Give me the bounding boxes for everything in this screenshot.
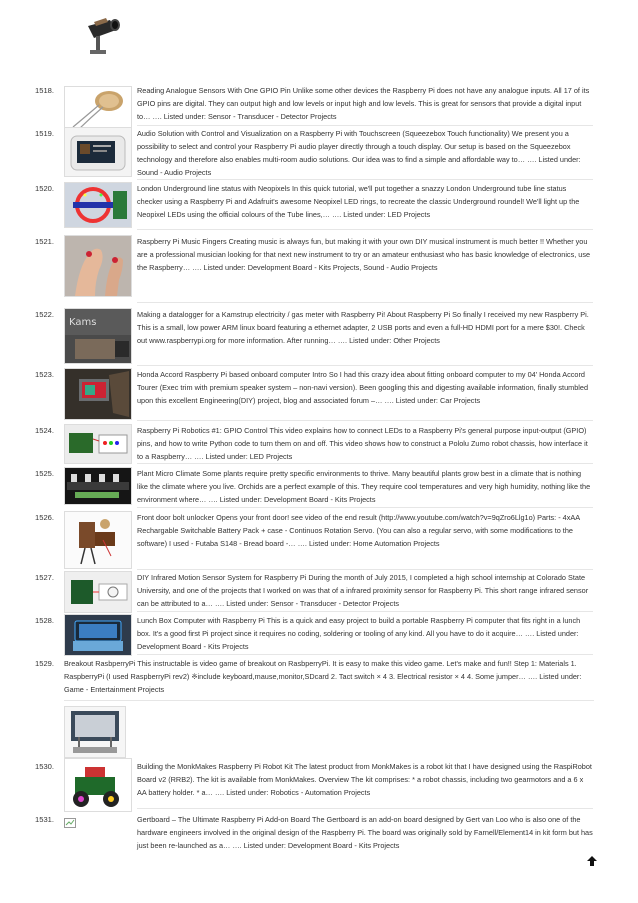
- entry-text[interactable]: Raspberry Pi Robotics #1: GPIO Control This video explains how to connect LEDs to a Raspberry Pi's general purpose input-output (GPIO) pins, and how to write Python code to turn them on and off. This video shows how to construct a Pololu Zumo robot chassis, how interface it to a Raspberry… …. Listed under: LED Projects: [137, 426, 588, 461]
- entry-text[interactable]: Plant Micro Climate Some plants require pretty specific environments to thrive. Many beautiful plants grow best in a climate that is nothing like the climate where you live. Orchids are a perfect example of this. They require cool temperatures and very high humidity, nothing like the environment where… …. Listed under: Development Board - Kits Projects: [137, 469, 591, 504]
- entry-text[interactable]: Front door bolt unlocker Opens your front door! see video of the end result (http://www.youtube.com/watch?v=9qZro6Llg1o) Parts: - 4xAA Rechargable Switchable Battery Pack + case - Continuos Rotation Servo. (You can also a regular servo, with some modifications to the software) I used - Futaba S148 - Bread board -… …. Listed under: Home Automation Projects: [137, 513, 580, 548]
- divider: [137, 302, 593, 303]
- entry-number: 1529.: [35, 659, 55, 668]
- divider: [137, 125, 593, 126]
- entry-text[interactable]: Raspberry Pi Music Fingers Creating music is always fun, but making it with your own DIY musical instrument is much better !! Whether you are a professional musician looking for that next new instrument to try or an amateur enthusiast who has basic knowledge of electronics, use the Raspberry… …. Listed under: Development Board - Kits Projects, Sound - Audio Projects: [137, 237, 591, 272]
- entry-number: 1527.: [35, 573, 55, 582]
- divider: [137, 569, 593, 570]
- entry-thumbnail[interactable]: [64, 614, 132, 656]
- entry-text[interactable]: Building the MonkMakes Raspberry Pi Robot Kit The latest product from MonkMakes is a robot kit that I have designed using the RaspiRobot Board v2 (RRB2). The kit is available from MonkMakes. Overview The kit comprises: * a robot chassis, including two gearmotors and a 6 x AA battery holder. * a… …. Listed under: Robotics - Automation Projects: [137, 762, 592, 797]
- entry-thumbnail[interactable]: [64, 127, 132, 177]
- broken-image-icon[interactable]: [64, 815, 76, 825]
- entry-text[interactable]: Audio Solution with Control and Visualization on a Raspberry Pi with Touchscreen (Squeezebox Touch functionality) We present you a possibility to select and control your Raspberry Pi audio player directly through a touch display. Our setup is based on the Squeezebox technology and therefore also enables multi-room audio solutions. Our idea was to find a simple and affordable way to… …. Listed under: Sound - Audio Projects: [137, 129, 581, 177]
- divider: [137, 365, 593, 366]
- entry-number: 1531.: [35, 815, 55, 824]
- camera-thumbnail[interactable]: [80, 12, 124, 60]
- entry-text[interactable]: Lunch Box Computer with Raspberry Pi This is a quick and easy project to build a portable Raspberry Pi computer that fits right in a lunch box. It's a good first Pi project since it requires no coding, soldering or tooling of any kind. All you have to do it acquire… …. Listed under: Development Board - Kits Projects: [137, 616, 581, 651]
- entry-thumbnail[interactable]: [64, 758, 132, 812]
- entry-thumbnail[interactable]: [64, 511, 132, 569]
- entry-thumbnail[interactable]: [64, 467, 132, 505]
- entry-number: 1519.: [35, 129, 55, 138]
- entry-thumbnail[interactable]: [64, 424, 132, 464]
- arrow-up-icon[interactable]: [587, 853, 597, 863]
- divider: [137, 654, 593, 655]
- camera-icon: [80, 12, 124, 60]
- divider: [137, 229, 593, 230]
- entry-number: 1518.: [35, 86, 55, 95]
- entry-thumbnail[interactable]: [64, 571, 132, 613]
- divider: [64, 700, 594, 701]
- entry-thumbnail[interactable]: [64, 86, 132, 132]
- entry-text[interactable]: Making a datalogger for a Kamstrup electricity / gas meter with Raspberry Pi! About Raspberry Pi So finally I received my new Raspberry Pi. This is a small, low power ARM linux board featuring a ethernet adapter, 2 USB ports and even a full-HD HDMI port for a mere $30!. Check out www.raspberrypi.org for more information. After running… …. Listed under: Other Projects: [137, 310, 589, 345]
- divider: [137, 611, 593, 612]
- divider: [137, 420, 593, 421]
- divider: [137, 179, 593, 180]
- divider: [137, 808, 593, 809]
- entry-number: 1526.: [35, 513, 55, 522]
- entry-text[interactable]: London Underground line status with Neopixels In this quick tutorial, we'll put together a snazzy London Underground tube line status checker using a Raspberry Pi and Adafruit's awesome Neopixel LED rings, to recreate the classic Underground roundel! We'll light up the Neopixel LEDs using the official colours of the Tube lines,… …. Listed under: LED Projects: [137, 184, 580, 219]
- entry-thumbnail[interactable]: [64, 182, 132, 228]
- entry-thumbnail[interactable]: [64, 706, 126, 758]
- entry-thumbnail[interactable]: [64, 368, 132, 420]
- entry-thumbnail[interactable]: [64, 308, 132, 364]
- svg-text:Kams: Kams: [69, 317, 97, 328]
- entry-number: 1520.: [35, 184, 55, 193]
- entry-text[interactable]: Breakout RasbperryPi This instructable is video game of breakout on RasbperryPi. It is easy to make this video game. Let's make and fun!! Step 1: Materials 1. RaspberryPi (I used RaspberryPi rev2) ※include keyboard,mause,monitor,SDcard 2. Tact switch × 4 3. Electrical resistor × 4 4. Some jumper… …. Listed under: Game - Entertainment Projects: [64, 659, 582, 694]
- divider: [137, 463, 593, 464]
- entry-number: 1530.: [35, 762, 55, 771]
- entry-text[interactable]: Gertboard – The Ultimate Raspberry Pi Add-on Board The Gertboard is an add-on board designed by Gert van Loo who is also one of the hardware engineers involved in the original design of the Raspberry Pi. The board was originally sold by Farnell/Element14 in kit form but has just been re-launched as a… …. Listed under: Development Board - Kits Projects: [137, 815, 593, 850]
- entry-thumbnail[interactable]: [64, 235, 132, 297]
- entry-number: 1523.: [35, 370, 55, 379]
- entry-number: 1525.: [35, 469, 55, 478]
- entry-number: 1522.: [35, 310, 55, 319]
- entry-text[interactable]: Honda Accord Raspberry Pi based onboard computer Intro So I had this crazy idea about fitting onboard computer to my 04' Honda Accord Tourer (Exec trim with premium speaker system – non-navi version). Been googling this and digesting available information, finally stumbled upon this excellent Engineering(DIY) project, blog and associated forum –… …. Listed under: Car Projects: [137, 370, 588, 405]
- divider: [137, 507, 593, 508]
- entry-number: 1528.: [35, 616, 55, 625]
- entry-text[interactable]: DIY Infrared Motion Sensor System for Raspberry Pi During the month of July 2015, I completed a high school internship at Colorado State University, and one of the projects that I worked on was that of a infrared proximity sensor for Raspberry Pi. This short range infrared sensor can be attributed to a… …. Listed under: Sensor - Transducer - Detector Projects: [137, 573, 589, 608]
- entry-number: 1521.: [35, 237, 55, 246]
- entry-number: 1524.: [35, 426, 55, 435]
- entry-text[interactable]: Reading Analogue Sensors With One GPIO Pin Unlike some other devices the Raspberry Pi does not have any analogue inputs. All 17 of its GPIO pins are digital. They can output high and low levels or input high and low levels. This is great for sensors that provide a digital input to… …. Listed under: Sensor - Transducer - Detector Projects: [137, 86, 590, 121]
